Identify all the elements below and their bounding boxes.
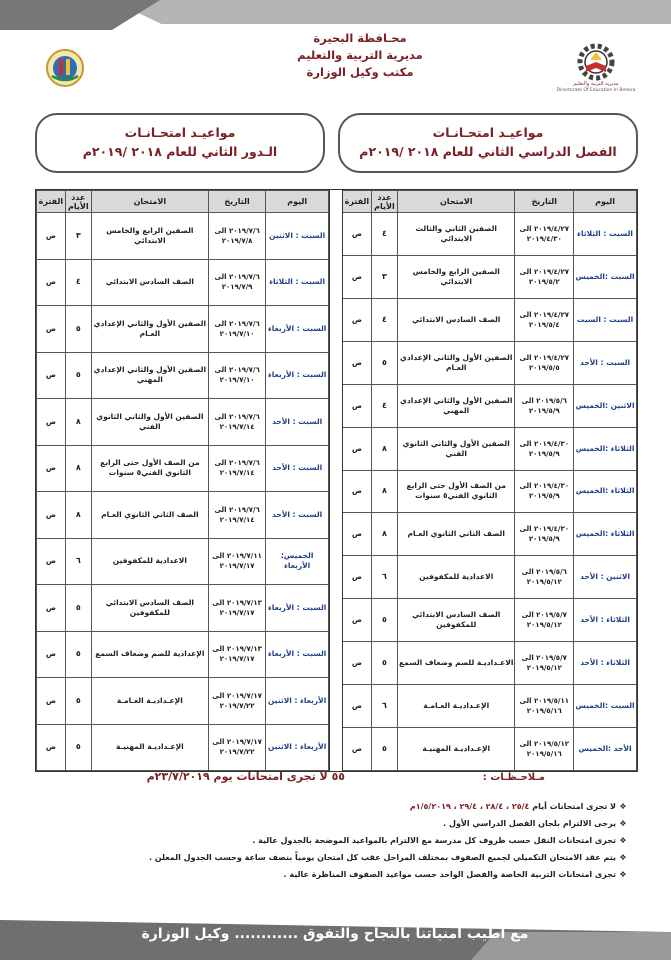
- cell-days-count: ٨: [371, 513, 397, 556]
- cell-days-count: ٣: [65, 213, 91, 260]
- table-row: [343, 341, 637, 384]
- cell-period: ص: [343, 341, 372, 384]
- cell-period: ص: [343, 384, 372, 427]
- note-no-exam-days-dates: ٢٥/٤ ، ٢٨/٤ ، ٢٩/٤ ، ١/٥/٢٠١٩م: [409, 802, 530, 811]
- first-term-title-line2: الفصل الدراسي الثاني للعام ٢٠١٨ /٢٠١٩م: [359, 144, 617, 159]
- cell-exam: الاعـداديـة للصم وضعاف السمع: [398, 642, 515, 685]
- column-header: التاريخ: [515, 191, 574, 213]
- table-row: [343, 255, 637, 298]
- table-row: [37, 445, 329, 492]
- cell-date: ٢٠١٩/٧/١١ الى ٢٠١٩/٧/١٧: [208, 538, 265, 585]
- logo-caption-arabic: مديرية التربية والتعليم: [573, 81, 619, 87]
- cell-day: السبت : الأحد: [266, 445, 329, 492]
- cell-exam: الإعـداديـة العـامـة: [398, 685, 515, 728]
- cell-exam: الاعدادية للمكفوفين: [91, 538, 208, 585]
- directorate-header: [240, 30, 480, 81]
- cell-day: الثلاثاء :الخميس: [574, 427, 637, 470]
- top-banner: [0, 0, 671, 30]
- cell-date: ٢٠١٩/٧/٦ الى ٢٠١٩/٧/٩: [208, 259, 265, 306]
- header-office: مكتب وكيل الوزارة: [306, 65, 414, 79]
- cell-days-count: ٤: [371, 298, 397, 341]
- cell-period: ص: [37, 724, 66, 771]
- cell-day: الأحد :الخميس: [574, 728, 637, 771]
- header-directorate: مديرية التربية والتعليم: [297, 48, 423, 62]
- cell-period: ص: [37, 631, 66, 678]
- cell-exam: الصفين الأول والثاني الثانوي الفني: [91, 399, 208, 446]
- cell-day: السبت : الأربعاء: [266, 352, 329, 399]
- cell-exam: الإعدادية للصم وضعاف السمع: [91, 631, 208, 678]
- cell-days-count: ٥: [371, 642, 397, 685]
- cell-period: ص: [37, 352, 66, 399]
- cell-day: الثلاثاء :الخميس: [574, 513, 637, 556]
- table-row: [343, 599, 637, 642]
- table-row: [37, 306, 329, 353]
- cell-days-count: ٦: [65, 538, 91, 585]
- table-row: [343, 427, 637, 470]
- cell-days-count: ٦: [371, 556, 397, 599]
- cell-date: ٢٠١٩/٧/١٣ الى ٢٠١٩/٧/١٧: [208, 631, 265, 678]
- cell-period: ص: [37, 585, 66, 632]
- cell-days-count: ٣: [371, 255, 397, 298]
- cell-date: ٢٠١٩/٥/٧ الى ٢٠١٩/٥/١٢: [515, 642, 574, 685]
- first-term-title: [338, 113, 638, 173]
- cell-period: ص: [343, 556, 372, 599]
- cell-date: ٢٠١٩/٧/٦ الى ٢٠١٩/٧/١٠: [208, 352, 265, 399]
- cell-day: السبت : الأربعاء: [266, 585, 329, 632]
- cell-days-count: ٥: [65, 631, 91, 678]
- cell-exam: الصفين الأول والثاني الثانوي الفني: [398, 427, 515, 470]
- column-header: الامتحان: [91, 191, 208, 213]
- list-item: [40, 798, 630, 815]
- table-row: [343, 513, 637, 556]
- table-row: [343, 728, 637, 771]
- bullet-icon: ❖: [619, 802, 627, 811]
- table-row: [343, 213, 637, 256]
- cell-day: الثلاثاء : الأحد: [574, 642, 637, 685]
- cell-exam: الصفين الأول والثاني الإعدادي العـام: [91, 306, 208, 353]
- bullet-icon: ❖: [619, 836, 627, 845]
- cell-day: السبت :الخميس: [574, 685, 637, 728]
- cell-exam: الصفين الثاني والثالث الابتدائي: [398, 213, 515, 256]
- banner-dark-stripe: [0, 0, 160, 30]
- cell-day: الاثنين :الخميس: [574, 384, 637, 427]
- cell-exam: الصف السادس الابتدائي: [91, 259, 208, 306]
- table-row: [37, 352, 329, 399]
- column-header: اليوم: [574, 191, 637, 213]
- gear-book-icon: [556, 42, 636, 82]
- cell-days-count: ٨: [65, 399, 91, 446]
- cell-period: ص: [37, 445, 66, 492]
- cell-period: ص: [343, 599, 372, 642]
- table-row: [37, 631, 329, 678]
- cell-day: السبت : الثلاثاء: [266, 259, 329, 306]
- cell-day: الخميس: الأربعاء: [266, 538, 329, 585]
- cell-period: ص: [343, 642, 372, 685]
- table-row: [37, 538, 329, 585]
- cell-date: ٢٠١٩/٤/٣٠ الى ٢٠١٩/٥/٩: [515, 513, 574, 556]
- cell-date: ٢٠١٩/٤/٣٠ الى ٢٠١٩/٥/٩: [515, 470, 574, 513]
- cell-days-count: ٦: [371, 685, 397, 728]
- table-row: [343, 470, 637, 513]
- cell-date: ٢٠١٩/٥/٦ الى ٢٠١٩/٥/٩: [515, 384, 574, 427]
- cell-day: السبت : الأحد: [266, 399, 329, 446]
- first-term-title-line1: مواعيـد امتحـانـات: [432, 125, 544, 140]
- table-row: [37, 259, 329, 306]
- cell-period: ص: [37, 399, 66, 446]
- cell-exam: الإعـداديـة المهنيـة: [398, 728, 515, 771]
- second-round-title-line1: مواعيـد امتحـانـات: [124, 125, 236, 140]
- note-text: تجرى امتحانات التربية الخاصة والفصل الواحد حسب مواعيد الصفوف المناظرة عالية .: [283, 870, 616, 879]
- cell-days-count: ٥: [371, 341, 397, 384]
- notes-list: [40, 798, 630, 883]
- table-row: [343, 298, 637, 341]
- cell-date: ٢٠١٩/٧/٦ الى ٢٠١٩/٧/١٤: [208, 445, 265, 492]
- cell-date: ٢٠١٩/٤/٢٧ الى ٢٠١٩/٤/٣٠: [515, 213, 574, 256]
- table-row: [37, 678, 329, 725]
- cell-date: ٢٠١٩/٥/١٢ الى ٢٠١٩/٥/١٦: [515, 728, 574, 771]
- note-text: يتم عقد الامتحان التكميلي لجميع الصفوف بمختلف المراحل عقب كل امتحان يومياً بنصف ساعة وحسب الجدول المعلن .: [148, 853, 616, 862]
- note-text: تجرى امتحانات النقل حسب ظروف كل مدرسة مع الالتزام بالمواعيد الموضحة بالجدول عالية .: [252, 836, 616, 845]
- header-governorate: محـافظة البحيرة: [313, 31, 407, 45]
- column-header: عدد الأيام: [371, 191, 397, 213]
- cell-period: ص: [343, 513, 372, 556]
- cell-exam: الصفين الرابع والخامس الابتدائي: [91, 213, 208, 260]
- table-row: [37, 724, 329, 771]
- cell-exam: الصفين الأول والثاني الإعدادي المهني: [398, 384, 515, 427]
- cell-date: ٢٠١٩/٤/٢٧ الى ٢٠١٩/٥/٢: [515, 255, 574, 298]
- cell-days-count: ٨: [371, 427, 397, 470]
- cell-days-count: ٨: [371, 470, 397, 513]
- cell-days-count: ٤: [65, 259, 91, 306]
- cell-period: ص: [37, 306, 66, 353]
- cell-days-count: ٥: [371, 728, 397, 771]
- cell-date: ٢٠١٩/٧/١٣ الى ٢٠١٩/٧/١٧: [208, 585, 265, 632]
- column-header: اليوم: [266, 191, 329, 213]
- cell-exam: الصفين الأول والثاني الإعدادي المهني: [91, 352, 208, 399]
- cell-exam: الصف الثاني الثانوي العـام: [91, 492, 208, 539]
- list-item: [40, 849, 630, 866]
- cell-period: ص: [37, 678, 66, 725]
- cell-day: الثلاثاء : الأحد: [574, 599, 637, 642]
- cell-period: ص: [343, 255, 372, 298]
- bullet-icon: ❖: [619, 870, 627, 879]
- cell-day: الاثنين : الأحد: [574, 556, 637, 599]
- cell-exam: الصف السادس الابتدائي: [398, 298, 515, 341]
- bullet-icon: ❖: [619, 819, 627, 828]
- table-row: [37, 585, 329, 632]
- cell-day: السبت : الأربعاء: [266, 306, 329, 353]
- cell-period: ص: [37, 538, 66, 585]
- cell-days-count: ٨: [65, 445, 91, 492]
- second-round-schedule-table: [36, 190, 329, 771]
- list-item: [40, 866, 630, 883]
- directorate-logo: [556, 42, 636, 97]
- cell-period: ص: [37, 213, 66, 260]
- cell-period: ص: [343, 685, 372, 728]
- governorate-logo-icon: [40, 48, 90, 88]
- cell-period: ص: [37, 492, 66, 539]
- table-row: [37, 213, 329, 260]
- column-header: عدد الأيام: [65, 191, 91, 213]
- cell-day: السبت : الأربعاء: [266, 631, 329, 678]
- table-row: [343, 685, 637, 728]
- cell-days-count: ٤: [371, 213, 397, 256]
- cell-days-count: ٥: [65, 724, 91, 771]
- second-round-title: [35, 113, 325, 173]
- cell-date: ٢٠١٩/٧/١٧ الى ٢٠١٩/٧/٢٢: [208, 678, 265, 725]
- no-exam-day-note: ٥٥ لا تجرى امتحانات يوم ٢٣/٧/٢٠١٩م: [146, 770, 345, 783]
- cell-day: السبت : الأحد: [574, 341, 637, 384]
- list-item: [40, 815, 630, 832]
- cell-period: ص: [343, 728, 372, 771]
- second-term-schedule-table: [342, 190, 637, 771]
- cell-exam: الصف السادس الابتدائي للمكفوفين: [398, 599, 515, 642]
- note-text: يرجى الالتزام بلجان الفصل الدراسي الأول .: [443, 819, 616, 828]
- cell-date: ٢٠١٩/٤/٢٧ الى ٢٠١٩/٥/٥: [515, 341, 574, 384]
- cell-day: السبت : الأحد: [266, 492, 329, 539]
- cell-exam: الصفين الرابع والخامس الابتدائي: [398, 255, 515, 298]
- cell-exam: الاعدادية للمكفوفين: [398, 556, 515, 599]
- cell-days-count: ٥: [65, 585, 91, 632]
- cell-exam: الصف السادس الابتدائي للمكفوفين: [91, 585, 208, 632]
- cell-date: ٢٠١٩/٧/٦ الى ٢٠١٩/٧/١٠: [208, 306, 265, 353]
- cell-date: ٢٠١٩/٧/٦ الى ٢٠١٩/٧/١٤: [208, 492, 265, 539]
- cell-days-count: ٨: [65, 492, 91, 539]
- table-row: [343, 556, 637, 599]
- cell-exam: الصفين الأول والثاني الإعدادي العـام: [398, 341, 515, 384]
- cell-exam: الصف الثاني الثانوي العـام: [398, 513, 515, 556]
- cell-period: ص: [37, 259, 66, 306]
- cell-day: السبت : السبت: [574, 298, 637, 341]
- cell-day: الأربعاء : الاثنين: [266, 678, 329, 725]
- cell-day: السبت :الخميس: [574, 255, 637, 298]
- table-row: [37, 492, 329, 539]
- table-row: [343, 642, 637, 685]
- note-no-exam-days-label: لا تجرى امتحانات أيام: [529, 802, 616, 811]
- cell-period: ص: [343, 427, 372, 470]
- list-item: [40, 832, 630, 849]
- column-header: الفترة: [343, 191, 372, 213]
- cell-date: ٢٠١٩/٧/١٧ الى ٢٠١٩/٧/٢٢: [208, 724, 265, 771]
- cell-day: السبت : الاثنين: [266, 213, 329, 260]
- cell-days-count: ٤: [371, 384, 397, 427]
- cell-day: السبت : الثلاثاء: [574, 213, 637, 256]
- cell-period: ص: [343, 470, 372, 513]
- cell-exam: الإعـداديـة المهنيـة: [91, 724, 208, 771]
- logo-caption-english: Directorate Of Education In Behera: [556, 88, 636, 93]
- table-row: [343, 384, 637, 427]
- cell-date: ٢٠١٩/٤/٢٧ الى ٢٠١٩/٥/٤: [515, 298, 574, 341]
- cell-period: ص: [343, 213, 372, 256]
- cell-day: الثلاثاء :الخميس: [574, 470, 637, 513]
- banner-light-stripe: [111, 0, 671, 24]
- cell-exam: من الصف الأول حتى الرابع الثانوي الفني٥ سنوات: [91, 445, 208, 492]
- table-divider: [329, 190, 343, 771]
- second-round-title-line2: الـدور الثاني للعام ٢٠١٨ /٢٠١٩م: [82, 144, 278, 159]
- cell-date: ٢٠١٩/٧/٦ الى ٢٠١٩/٧/١٤: [208, 399, 265, 446]
- cell-date: ٢٠١٩/٥/٦ الى ٢٠١٩/٥/١٢: [515, 556, 574, 599]
- cell-date: ٢٠١٩/٧/٦ الى ٢٠١٩/٧/٨: [208, 213, 265, 260]
- column-header: التاريخ: [208, 191, 265, 213]
- bullet-icon: ❖: [619, 853, 627, 862]
- column-header: الامتحان: [398, 191, 515, 213]
- cell-date: ٢٠١٩/٥/٧ الى ٢٠١٩/٥/١٢: [515, 599, 574, 642]
- exam-schedule-tables: [35, 189, 638, 772]
- cell-days-count: ٥: [65, 678, 91, 725]
- column-header: الفترة: [37, 191, 66, 213]
- cell-exam: الإعـداديـة العـامـة: [91, 678, 208, 725]
- table-row: [37, 399, 329, 446]
- cell-days-count: ٥: [371, 599, 397, 642]
- notes-heading: مـلاحـظـات :: [482, 772, 545, 783]
- cell-period: ص: [343, 298, 372, 341]
- footer-greeting: مع أطيب أمنياتنا بالنجاح والتفوق ............ وكيل الوزارة: [141, 926, 529, 942]
- cell-date: ٢٠١٩/٥/١١ الى ٢٠١٩/٥/١٦: [515, 685, 574, 728]
- cell-date: ٢٠١٩/٤/٣٠ الى ٢٠١٩/٥/٩: [515, 427, 574, 470]
- cell-days-count: ٥: [65, 352, 91, 399]
- cell-exam: من الصف الأول حتى الرابع الثانوي الفني٥ سنوات: [398, 470, 515, 513]
- cell-days-count: ٥: [65, 306, 91, 353]
- cell-day: الأربعاء : الاثنين: [266, 724, 329, 771]
